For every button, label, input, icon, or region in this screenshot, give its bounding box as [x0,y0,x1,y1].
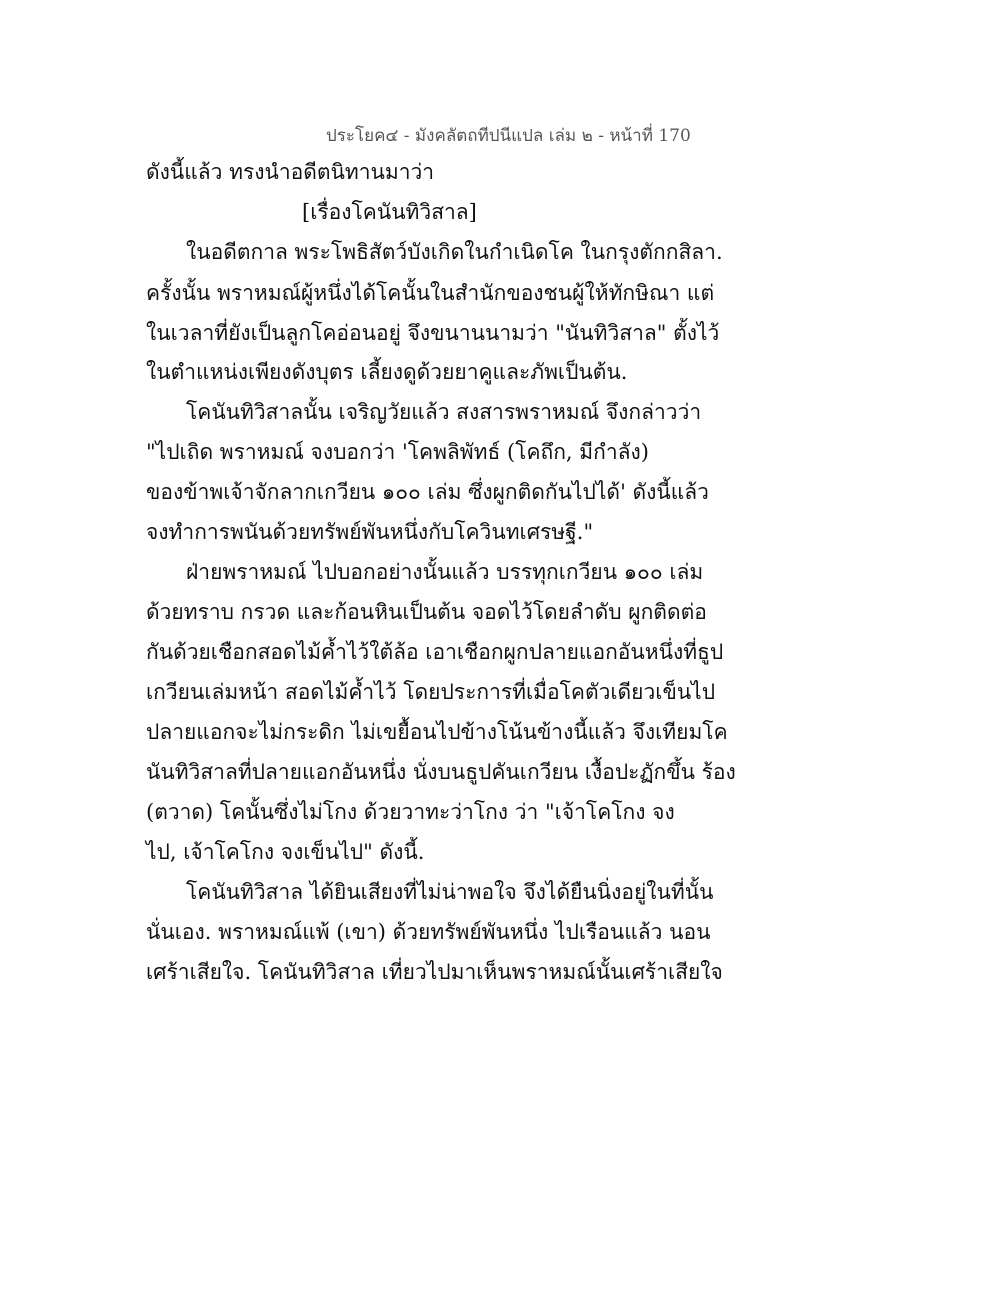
story-title: [เรื่องโคนันทิวิสาล] [302,200,477,224]
paragraph-3-line-6: นันทิวิสาลที่ปลายแอกอันหนึ่ง นั่งบนธูปคันเกวียน เงื้อปะฏักขึ้น ร้อง [146,760,736,784]
paragraph-2-line-1: โคนันทิวิสาลนั้น เจริญวัยแล้ว สงสารพราหมณ์ จึงกล่าวว่า [186,400,702,424]
paragraph-3-line-3: กันด้วยเชือกสอดไม้ค้ำไว้ใต้ล้อ เอาเชือกผูกปลายแอกอันหนึ่งที่ธูป [146,640,724,664]
intro-line: ดังนี้แล้ว ทรงนำอดีตนิทานมาว่า [146,160,435,184]
paragraph-2-line-3: ของข้าพเจ้าจักลากเกวียน ๑๐๐ เล่ม ซึ่งผูกติดกันไปได้' ดังนี้แล้ว [146,480,709,504]
paragraph-1-line-1: ในอดีตกาล พระโพธิสัตว์บังเกิดในกำเนิดโค ในกรุงตักกสิลา. [186,240,723,264]
paragraph-3-line-8: ไป, เจ้าโคโกง จงเข็นไป" ดังนี้. [146,840,425,864]
running-header: ประโยค๔ - มังคลัตถทีปนีแปล เล่ม ๒ - หน้าที่ 170 [326,126,691,146]
paragraph-3-line-1: ฝ่ายพราหมณ์ ไปบอกอย่างนั้นแล้ว บรรทุกเกวียน ๑๐๐ เล่ม [186,560,704,584]
paragraph-1-line-2: ครั้งนั้น พราหมณ์ผู้หนึ่งได้โคนั้นในสำนักของชนผู้ให้ทักษิณา แต่ [146,281,715,305]
paragraph-1-line-4: ในตำแหน่งเพียงดังบุตร เลี้ยงดูด้วยยาคูและภัพเป็นต้น. [146,360,628,384]
paragraph-3-line-7: (ตวาด) โคนั้นซึ่งไม่โกง ด้วยวาทะว่าโกง ว่า "เจ้าโคโกง จง [146,800,675,824]
paragraph-3-line-5: ปลายแอกจะไม่กระดิก ไม่เขยื้อนไปข้างโน้นข้างนี้แล้ว จึงเทียมโค [146,720,728,744]
paragraph-4-line-2: นั่นเอง. พราหมณ์แพ้ (เขา) ด้วยทรัพย์พันหนึ่ง ไปเรือนแล้ว นอน [146,920,711,944]
paragraph-2-line-4: จงทำการพนันด้วยทรัพย์พันหนึ่งกับโควินทเศรษฐี." [146,520,594,544]
paragraph-1-line-3: ในเวลาที่ยังเป็นลูกโคอ่อนอยู่ จึงขนานนามว่า "นันทิวิสาล" ตั้งไว้ [146,321,720,345]
paragraph-4-line-1: โคนันทิวิสาล ได้ยินเสียงที่ไม่น่าพอใจ จึงได้ยืนนิ่งอยู่ในที่นั้น [186,880,714,904]
paragraph-3-line-2: ด้วยทราบ กรวด และก้อนหินเป็นต้น จอดไว้โดยลำดับ ผูกติดต่อ [146,600,707,624]
paragraph-4-line-3: เศร้าเสียใจ. โคนันทิวิสาล เที่ยวไปมาเห็นพราหมณ์นั้นเศร้าเสียใจ [146,960,723,984]
paragraph-3-line-4: เกวียนเล่มหน้า สอดไม้ค้ำไว้ โดยประการที่เมื่อโคตัวเดียวเข็นไป [146,680,716,704]
paragraph-2-line-2: "ไปเถิด พราหมณ์ จงบอกว่า 'โคพลิพัทธ์ (โคถึก, มีกำลัง) [146,440,649,464]
